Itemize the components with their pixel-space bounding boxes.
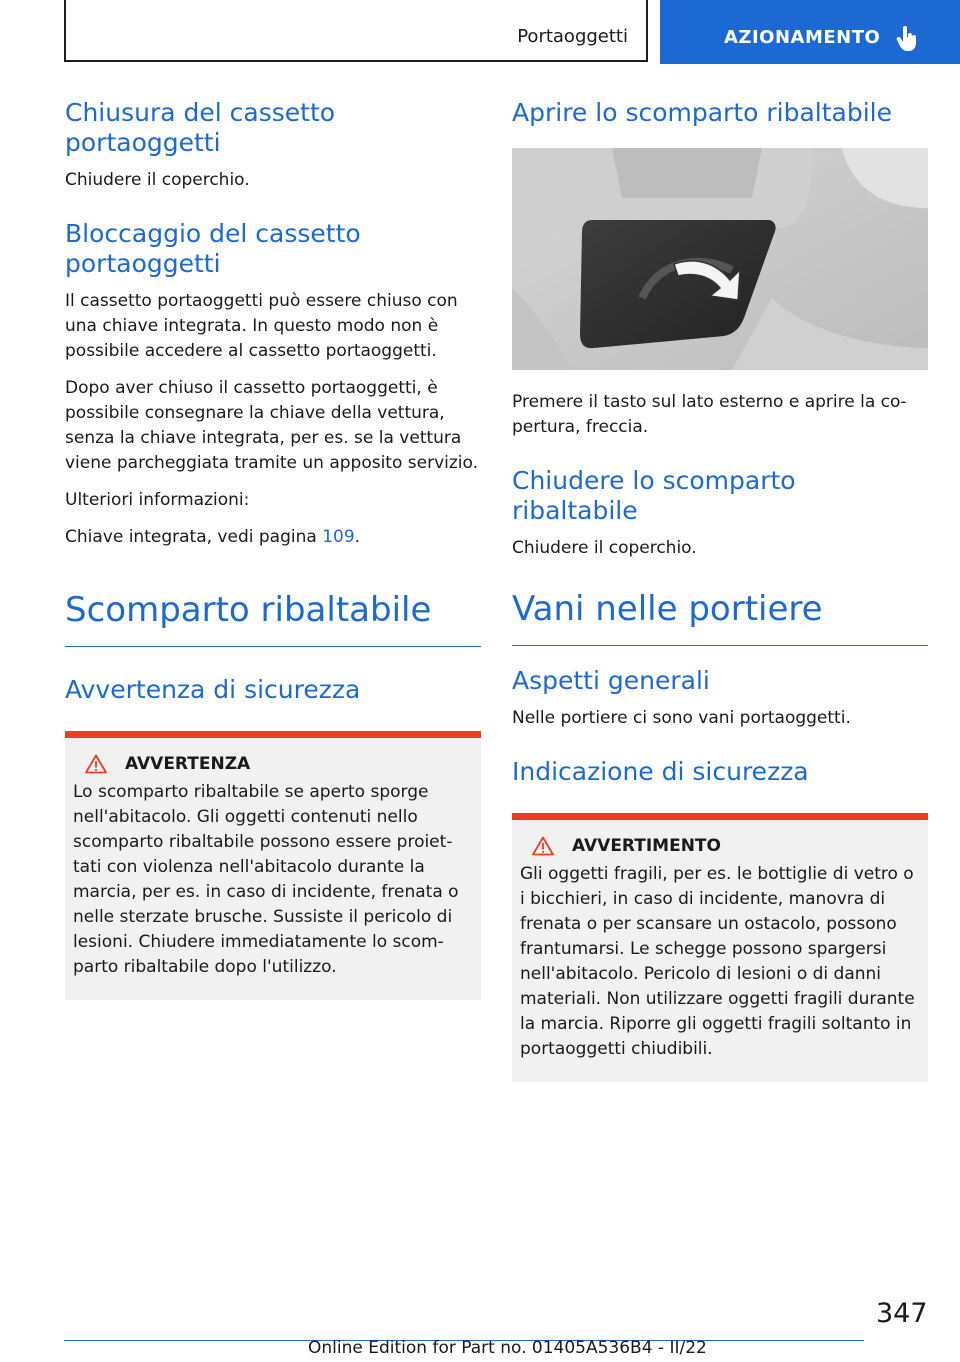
header-chapter-label: AZIONAMENTO: [724, 27, 881, 48]
fold-compartment-image: [512, 148, 928, 370]
warning-text: Lo scomparto ribaltabile se aperto sporge nell'abitacolo. Gli oggetti contenuti nello scomparto ribaltabile possono essere proiettati con violenza nell'abitacolo durante la marcia, per es. in caso di incidente, frenata o nelle sterzate brusche. Sussiste il pericolo di lesioni. Chiudere immediatamente lo scomparto ribaltabile dopo l'utilizzo.: [73, 782, 459, 977]
section-title-closing-glovebox: Chiusura del cassetto portaoggetti: [65, 98, 336, 157]
warning-box: [512, 813, 928, 1082]
header-section-box: [64, 0, 648, 62]
chapter-title-fold-compartment: Scomparto ribaltabile: [65, 588, 481, 647]
paragraph: Nelle portiere ci sono vani portaoggetti.: [512, 708, 851, 728]
right-column: [512, 98, 928, 1082]
hand-pointer-icon: [896, 26, 920, 52]
footer-edition: Online Edition for Part no. 01405A536B4 - II/22: [308, 1338, 707, 1358]
paragraph: Chiudere il coperchio.: [65, 170, 250, 190]
section-title-safety-note: Avvertenza di sicurezza: [65, 675, 361, 704]
section-title-locking-glovebox: Bloccaggio del cassetto portaoggetti: [65, 219, 361, 278]
page-number: 347: [876, 1298, 928, 1329]
header-section-title: Portaoggetti: [517, 26, 628, 47]
section-title-open-compartment: Aprire lo scomparto ribaltabile: [512, 98, 892, 127]
paragraph: Ulteriori informazioni:: [65, 490, 250, 510]
warning-title: AVVERTENZA: [125, 754, 251, 774]
header-chapter-tab[interactable]: [660, 0, 960, 64]
paragraph-with-link: Chiave integrata, vedi pagina 109.: [65, 527, 361, 547]
warning-triangle-icon: [85, 754, 107, 774]
warning-text: Gli oggetti fragili, per es. le bottiglie di vetro o i bicchieri, in caso di incidente, manovra di frenata o per scansare un ostacolo, possono frantumarsi. Le schegge possono spargersi nell'abitacolo. Pericolo di lesioni o di danni materiali. Non utilizzare oggetti fragili durante la marcia. Riporre gli oggetti fragili soltanto in portaoggetti chiudibili.: [520, 864, 915, 1059]
page-reference-link[interactable]: 109: [322, 527, 355, 547]
paragraph: Dopo aver chiuso il cassetto portaoggetti, è possibile consegnare la chiave della vettura, senza la chiave integrata, per es. se la vettura viene parcheggiata tramite un apposito servizio.: [65, 378, 479, 473]
image-caption: Premere il tasto sul lato esterno e aprire la copertura, freccia.: [512, 392, 907, 437]
section-title-close-compartment: Chiudere lo scomparto ribaltabile: [512, 466, 796, 525]
paragraph: Chiudere il coperchio.: [512, 538, 697, 558]
section-title-general: Aspetti generali: [512, 666, 710, 695]
left-column: [65, 98, 481, 1000]
section-title-safety-indication: Indicazione di sicurezza: [512, 757, 809, 786]
paragraph: Il cassetto portaoggetti può essere chiuso con una chiave integrata. In questo modo non è possibile accedere al cassetto portaoggetti.: [65, 291, 458, 361]
warning-title: AVVERTIMENTO: [572, 836, 721, 856]
chapter-title-door-pockets: Vani nelle portiere: [512, 587, 928, 646]
warning-box: [65, 731, 481, 1000]
warning-triangle-icon: [532, 836, 554, 856]
